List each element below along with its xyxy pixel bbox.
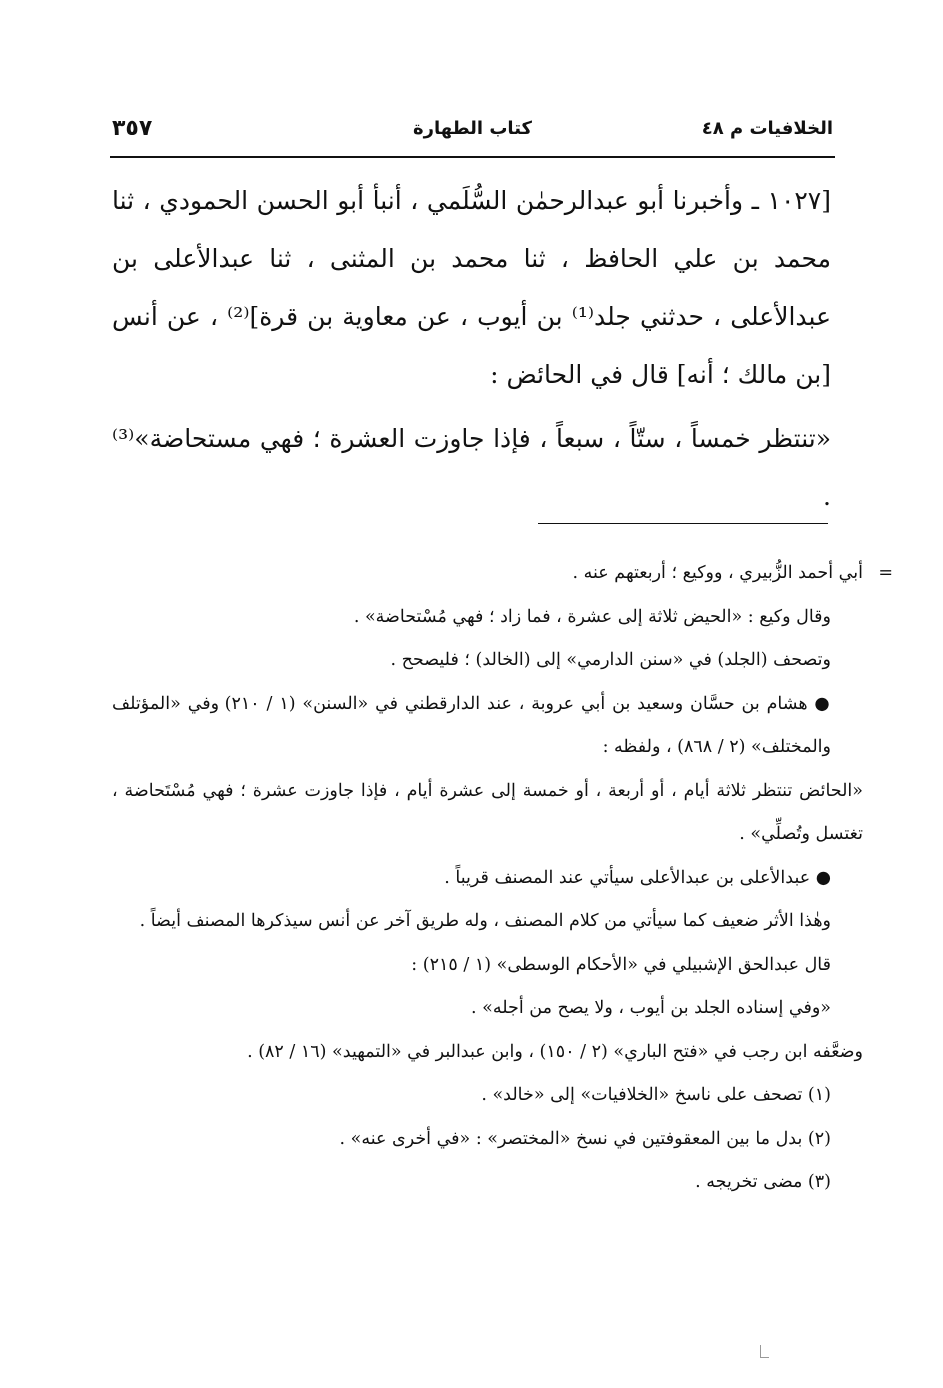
page-header (112, 118, 833, 154)
continuation-mark: = (878, 563, 893, 583)
footnote-line: وضعَّفه ابن رجب في «فتح الباري» (٢ / ١٥٠) ، وابن عبدالبر في «التمهيد» (١٦ / ٨٢) . (247, 1041, 863, 1062)
footnote-line (112, 552, 893, 596)
footnote-line: «وفي إسناده الجلد بن أيوب ، ولا يصح من أجله» . (471, 998, 831, 1018)
footnote-line: وقال وكيع : «الحيض ثلاثة إلى عشرة ، فما زاد ؛ فهي مُسْتحاضة» . (353, 606, 831, 627)
header-rule (110, 156, 835, 158)
footnote-line: «الحائض تنتظر ثلاثة أيام ، أو أربعة ، أو خمسة إلى عشرة أيام ، فإذا جاوزت عشرة ؛ فهي مُسْتَحاضة ، تغتسل وتُصلِّي» . (112, 780, 863, 844)
footnote-line: ● هشام بن حسَّان وسعيد بن أبي عروبة ، عند الدارقطني في «السنن» (١ / ٢١٠) وفي «المؤتلف والمختلف» (٢ / ٨٦٨) ، ولفظه : (112, 693, 831, 757)
hadith-text-paragraph: «تنتظر خمساً ، ستّاً ، سبعاً ، فإذا جاوزت العشرة ؛ فهي مستحاضة»⁽³⁾ . (112, 424, 831, 511)
footnote-line-text: أبي أحمد الزُّبيري ، ووكيع ؛ أربعتهم عنه . (572, 563, 863, 583)
footnote-line: وتصحف (الجلد) في «سنن الدارمي» إلى (الخالد) ؛ فليصحح . (390, 650, 831, 670)
footnote-line: قال عبدالحق الإشبيلي في «الأحكام الوسطى» (١ / ٢١٥) : (411, 954, 831, 975)
numbered-notes (112, 1074, 863, 1205)
hadith-chain-paragraph: [١٠٢٧ ـ وأخبرنا أبو عبدالرحمٰن السُّلَمي ، أنبأ أبو الحسن الحمودي ، ثنا محمد بن علي الحافظ ، ثنا محمد بن المثنى ، ثنا عبدالأعلى بن عبدالأعلى ، حدثني جلد⁽¹⁾ بن أيوب ، عن معاوية بن قرة]⁽²⁾ ، عن أنس [بن مالك ؛ أنه] قال في الحائض : (112, 186, 832, 389)
note-3: (٣) مضى تخريجه . (695, 1172, 831, 1192)
book-title: الخلافيات م ٤٨ (701, 118, 833, 139)
footnote-line: وهٰذا الأثر ضعيف كما سيأتي من كلام المصنف ، وله طريق آخر عن أنس سيذكرها المصنف أيضاً . (139, 911, 831, 931)
main-text (112, 172, 831, 526)
note-1: (١) تصحف على ناسخ «الخلافيات» إلى «خالد» . (481, 1085, 831, 1105)
corner-mark (760, 1345, 769, 1358)
footnote-separator (538, 523, 828, 524)
page-number: ٣٥٧ (112, 116, 153, 141)
chapter-title: كتاب الطهارة (412, 118, 533, 139)
footnote-line: ● عبدالأعلى بن عبدالأعلى سيأتي عند المصنف قريباً . (444, 867, 831, 888)
footnotes (112, 552, 893, 1205)
note-2: (٢) بدل ما بين المعقوفتين في نسخ «المختصر» : «في أخرى عنه» . (339, 1128, 831, 1149)
